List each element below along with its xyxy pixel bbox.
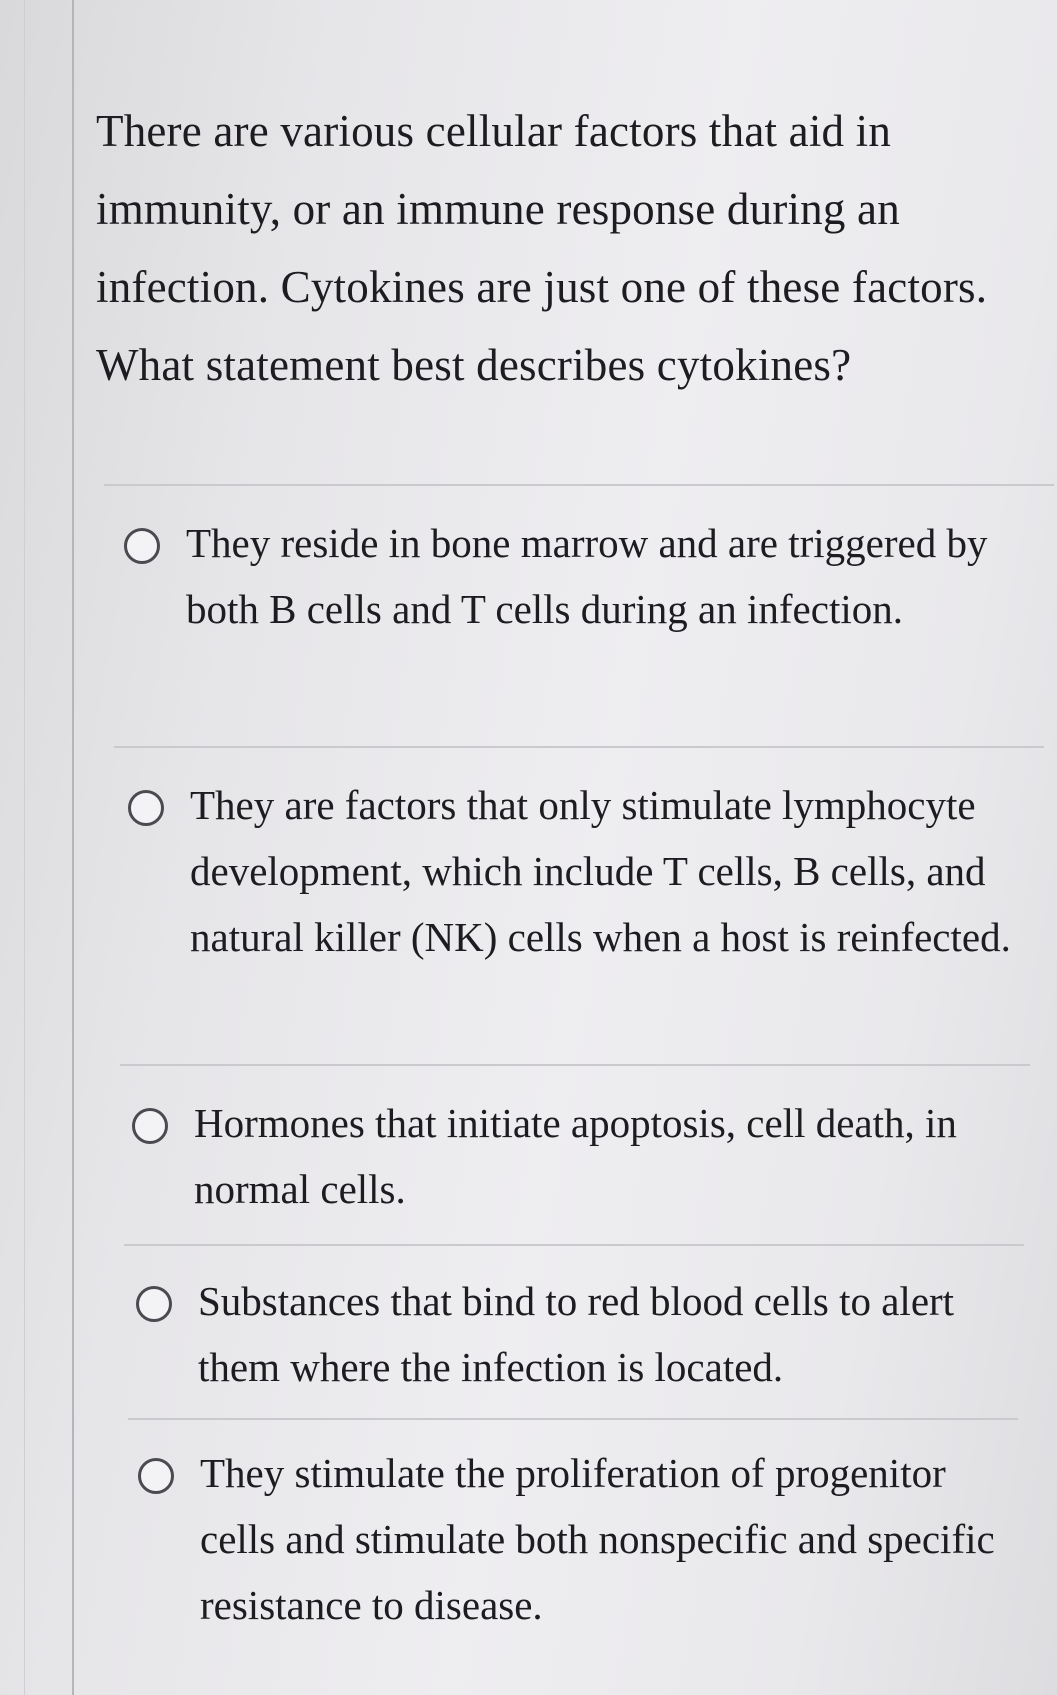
answer-option-4[interactable] xyxy=(136,1268,1016,1400)
radio-button[interactable] xyxy=(138,1458,174,1494)
answer-option-3[interactable] xyxy=(132,1090,1032,1222)
option-label: Substances that bind to red blood cells to alert them where the infection is located. xyxy=(198,1278,955,1390)
answer-option-2[interactable] xyxy=(128,772,1028,970)
radio-button[interactable] xyxy=(128,790,164,826)
divider xyxy=(104,484,1054,486)
radio-button[interactable] xyxy=(124,528,160,564)
option-label: They reside in bone marrow and are triggered by both B cells and T cells during an infection. xyxy=(186,520,988,632)
option-label: Hormones that initiate apoptosis, cell death, in normal cells. xyxy=(194,1100,957,1212)
divider xyxy=(114,746,1044,748)
question-text: There are various cellular factors that aid in immunity, or an immune response during an infection. Cytokines are just one of these factors. What statement best describes cytokines? xyxy=(96,106,988,390)
radio-button[interactable] xyxy=(132,1108,168,1144)
answer-option-5[interactable] xyxy=(138,1440,1028,1638)
option-label: They stimulate the proliferation of progenitor cells and stimulate both nonspecific and specific resistance to disease. xyxy=(200,1450,995,1628)
divider xyxy=(120,1064,1030,1066)
option-label: They are factors that only stimulate lymphocyte development, which include T cells, B cells, and natural killer (NK) cells when a host is reinfected. xyxy=(190,782,1011,960)
divider xyxy=(128,1418,1018,1420)
divider xyxy=(124,1244,1024,1246)
answer-option-1[interactable] xyxy=(124,510,1024,642)
radio-button[interactable] xyxy=(136,1286,172,1322)
page-edge xyxy=(24,0,25,1695)
question-card xyxy=(74,0,1057,1695)
